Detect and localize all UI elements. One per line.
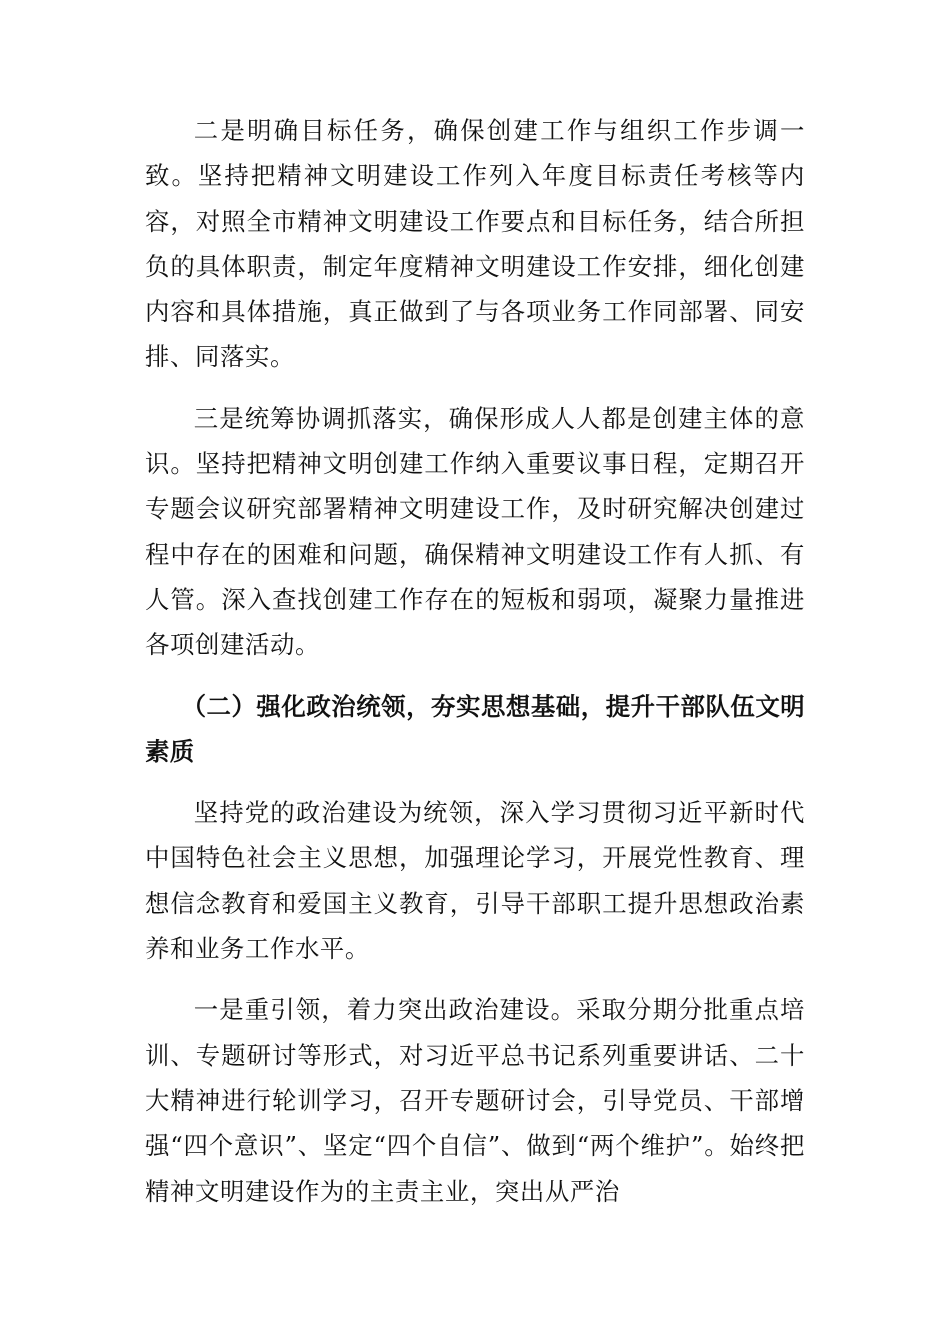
document-body [145,108,805,1230]
paragraph-coordination: 三是统筹协调抓落实，确保形成人人都是创建主体的意识。坚持把精神文明创建工作纳入重要议事日程，定期召开专题会议研究部署精神文明建设工作，及时研究解决创建过程中存在的困难和问题，确保精神文明建设工作有人抓、有人管。深入查找创建工作存在的短板和弱项，凝聚力量推进各项创建活动。 [145,403,805,660]
section-heading: （二）强化政治统领，夯实思想基础，提升干部队伍文明素质 [145,691,805,766]
paragraph-political-leadership: 坚持党的政治建设为统领，深入学习贯彻习近平新时代中国特色社会主义思想，加强理论学习，开展党性教育、理想信念教育和爱国主义教育，引导干部职工提升思想政治素养和业务工作水平。 [145,798,805,964]
paragraph-goal-tasks: 二是明确目标任务，确保创建工作与组织工作步调一致。坚持把精神文明建设工作列入年度目标责任考核等内容，对照全市精神文明建设工作要点和目标任务，结合所担负的具体职责，制定年度精神文明建设工作安排，细化创建内容和具体措施，真正做到了与各项业务工作同部署、同安排、同落实。 [145,116,805,372]
paragraph-guidance: 一是重引领，着力突出政治建设。采取分期分批重点培训、专题研讨等形式，对习近平总书记系列重要讲话、二十大精神进行轮训学习，召开专题研讨会，引导党员、干部增强“四个意识”、坚定“四个自信”、做到“两个维护”。始终把精神文明建设作为的主责主业，突出从严治 [145,995,805,1206]
